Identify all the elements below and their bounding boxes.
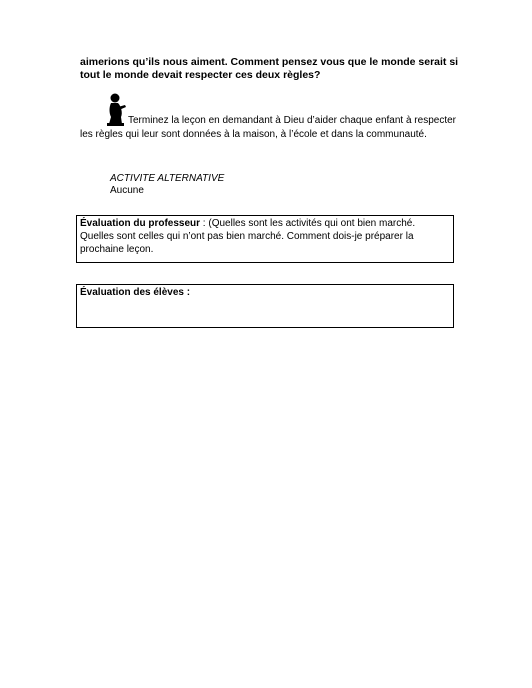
praying-child-icon bbox=[106, 93, 128, 127]
student-evaluation-label: Évaluation des élèves : bbox=[80, 287, 191, 298]
student-evaluation-box[interactable] bbox=[76, 284, 454, 328]
alternative-activity-value: Aucune bbox=[110, 185, 144, 196]
teacher-evaluation-text: : (Quelles sont les activités qui ont bien marché. Quelles sont celles qui n’ont pas bien marché. Comment dois-je préparer la prochaine leçon. bbox=[80, 218, 416, 255]
alternative-activity-heading: ACTIVITE ALTERNATIVE bbox=[110, 173, 225, 184]
prayer-instruction bbox=[80, 93, 460, 141]
intro-question: aimerions qu’ils nous aiment. Comment pensez vous que le monde serait si tout le monde devait respecter ces deux règles? bbox=[80, 56, 459, 81]
alternative-activity bbox=[110, 173, 224, 197]
prayer-text: Terminez la leçon en demandant à Dieu d’aider chaque enfant à respecter les règles qui leur sont données à la maison, à l’école et dans la communauté. bbox=[80, 115, 456, 140]
teacher-evaluation-label: Évaluation du professeur bbox=[80, 218, 201, 229]
teacher-evaluation-box[interactable] bbox=[76, 215, 454, 263]
